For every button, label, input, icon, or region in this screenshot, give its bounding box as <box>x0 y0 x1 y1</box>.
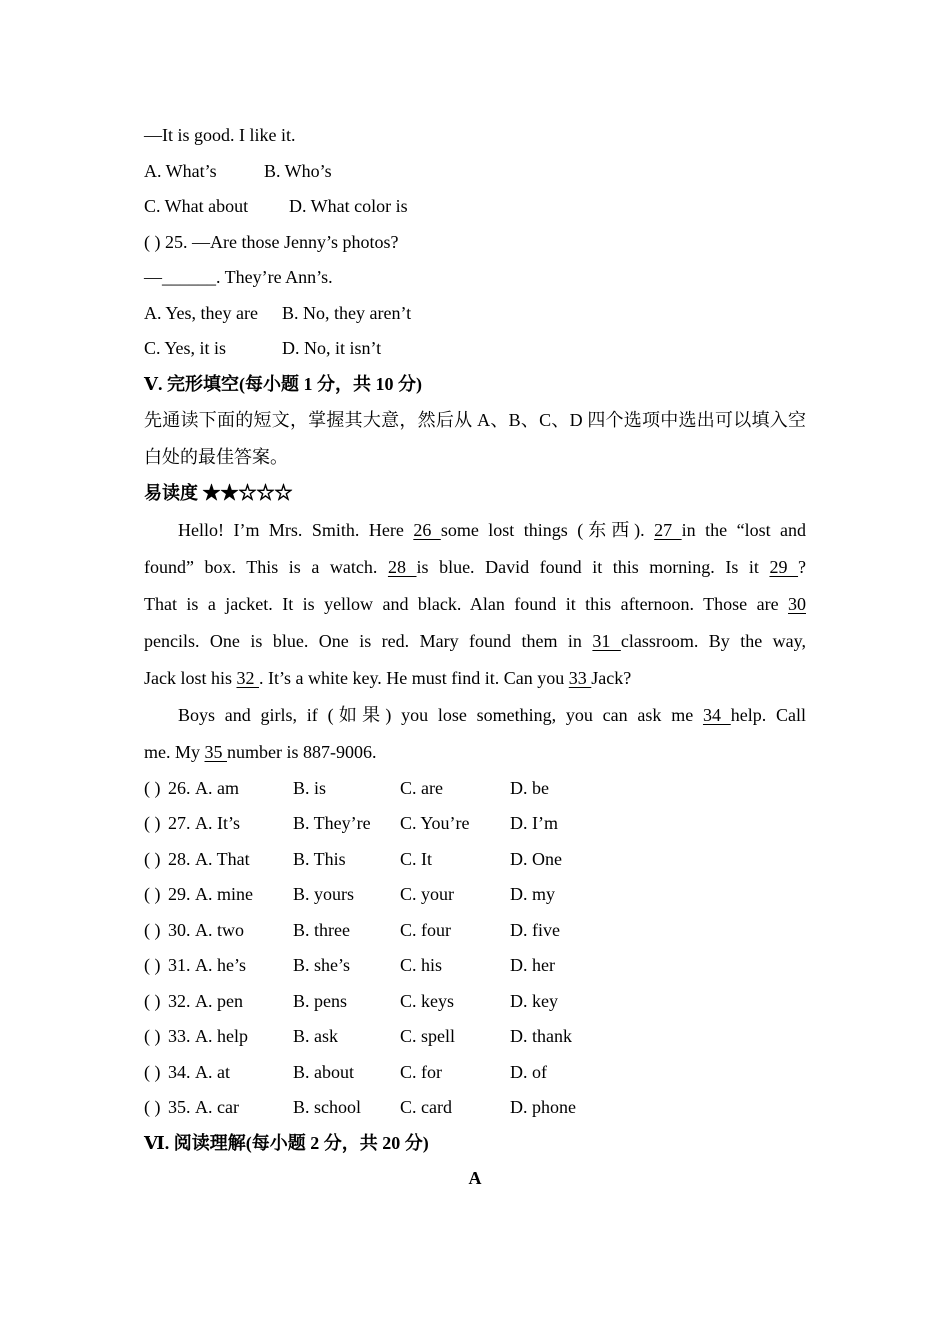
difficulty-rating: 易读度 ★★☆☆☆ <box>144 483 293 503</box>
option-a: A. two <box>195 919 244 940</box>
option-b: B. pens <box>293 990 347 1011</box>
option-c: C. your <box>400 884 454 904</box>
blank-31: 31 <box>592 630 621 651</box>
option-b: B. three <box>293 919 350 940</box>
answer-paren[interactable]: ( ) <box>144 777 161 798</box>
q24-option-c: C. What about <box>144 196 249 216</box>
q25-option-b: B. No, they aren’t <box>282 302 412 323</box>
passage-line-5 <box>144 660 806 697</box>
option-d: D. One <box>510 848 562 869</box>
passage-line-6 <box>144 697 806 734</box>
option-d: D. five <box>510 919 560 940</box>
option-c: C. You’re <box>400 813 470 833</box>
option-b: B. school <box>293 1097 362 1117</box>
option-b: B. This <box>293 848 346 869</box>
option-a: A. at <box>195 1061 230 1082</box>
passage-text: is blue. David found it this morning. Is it <box>416 556 759 577</box>
question-number: 33. <box>168 1026 191 1046</box>
option-a: A. mine <box>195 884 253 904</box>
question-row <box>144 948 806 984</box>
section-6-heading: Ⅵ. 阅读理解(每小题 2 分，共 20 分) <box>144 1132 429 1153</box>
passage-text: classroom. By the way, <box>620 630 806 651</box>
option-d: D. of <box>510 1061 547 1082</box>
section-5-instruction-line-2: 白处的最佳答案。 <box>144 447 288 467</box>
passage-line-4 <box>144 623 806 660</box>
section-5-heading: Ⅴ. 完形填空(每小题 1 分，共 10 分) <box>144 373 422 394</box>
option-d: D. her <box>510 955 555 975</box>
q24-option-a: A. What’s <box>144 160 217 181</box>
q25-option-d: D. No, it isn’t <box>282 338 382 358</box>
option-c: C. his <box>400 955 443 975</box>
question-row <box>144 1055 806 1091</box>
option-b: B. yours <box>293 884 355 904</box>
option-b: B. she’s <box>293 955 351 975</box>
q24-options-ab <box>144 154 806 190</box>
passage-text: me. My <box>144 741 200 762</box>
question-number: 28. <box>168 848 191 869</box>
question-row <box>144 877 806 913</box>
answer-paren[interactable]: ( ) <box>144 919 161 940</box>
passage-text: Jack lost his <box>144 667 232 688</box>
passage-text: some lost things (东西). <box>440 519 645 540</box>
reading-part-label: A <box>468 1168 482 1188</box>
blank-34: 34 <box>702 704 731 725</box>
blank-33: 33 <box>568 667 592 688</box>
cloze-options-list <box>144 771 806 1126</box>
answer-paren[interactable]: ( ) <box>144 955 161 975</box>
option-b: B. ask <box>293 1026 338 1046</box>
passage-text: found” box. This is a watch. <box>144 556 378 577</box>
question-number: 32. <box>168 990 191 1011</box>
q24-option-b: B. Who’s <box>264 160 332 181</box>
option-a: A. am <box>195 777 239 798</box>
q25-option-c: C. Yes, it is <box>144 338 227 358</box>
question-number: 35. <box>168 1097 191 1117</box>
blank-28: 28 <box>387 556 417 577</box>
passage-line-1 <box>144 512 806 549</box>
option-c: C. spell <box>400 1026 456 1046</box>
passage-text: Jack? <box>591 667 632 688</box>
passage-text: ? <box>798 556 807 577</box>
option-b: B. They’re <box>293 813 371 833</box>
option-c: C. for <box>400 1061 442 1082</box>
passage-text: Boys and girls, if (如果) you lose something, you can ask me <box>178 704 694 725</box>
answer-paren[interactable]: ( ) <box>144 848 161 869</box>
option-d: D. thank <box>510 1026 572 1046</box>
answer-paren[interactable]: ( ) <box>144 1026 161 1046</box>
option-d: D. my <box>510 884 555 904</box>
blank-35: 35 <box>204 741 227 762</box>
passage-line-2 <box>144 549 806 586</box>
question-row <box>144 1090 806 1126</box>
option-a: A. help <box>195 1026 248 1046</box>
question-row <box>144 842 806 878</box>
option-d: D. phone <box>510 1097 576 1117</box>
passage-text: in the “lost and <box>681 519 807 540</box>
answer-paren[interactable]: ( ) <box>144 1097 161 1117</box>
question-row <box>144 771 806 807</box>
option-a: A. pen <box>195 990 243 1011</box>
option-c: C. It <box>400 848 433 869</box>
worksheet-page <box>144 118 806 1197</box>
option-a: A. It’s <box>195 813 240 833</box>
question-number: 27. <box>168 813 191 833</box>
question-row <box>144 984 806 1020</box>
option-b: B. about <box>293 1061 354 1082</box>
option-d: D. I’m <box>510 813 558 833</box>
blank-26: 26 <box>413 519 441 540</box>
passage-line-7 <box>144 734 806 771</box>
section-5-instruction-line-1: 先通读下面的短文，掌握其大意，然后从 A、B、C、D 四个选项中选出可以填入空 <box>144 410 806 430</box>
q25-stem: ( ) 25. —Are those Jenny’s photos? <box>144 231 399 252</box>
question-number: 30. <box>168 919 191 940</box>
option-a: A. he’s <box>195 955 246 975</box>
passage-text: pencils. One is blue. One is red. Mary found them in <box>144 630 582 651</box>
option-d: D. key <box>510 990 558 1011</box>
blank-27: 27 <box>654 519 682 540</box>
q25-options-ab <box>144 296 806 332</box>
option-c: C. card <box>400 1097 452 1117</box>
blank-29: 29 <box>769 556 799 577</box>
question-row <box>144 806 806 842</box>
q24-answer-line: —It is good. I like it. <box>144 125 296 145</box>
option-b: B. is <box>293 777 327 798</box>
passage-line-3 <box>144 586 806 623</box>
q24-options-cd <box>144 189 806 225</box>
blank-30: 30 <box>788 593 806 614</box>
question-number: 29. <box>168 884 191 904</box>
passage-text: . It’s a white key. He must find it. Can you <box>259 667 565 688</box>
q25-answer-line: —______. They’re Ann’s. <box>144 267 333 287</box>
option-c: C. four <box>400 919 451 940</box>
option-a: A. car <box>195 1097 239 1117</box>
answer-paren[interactable]: ( ) <box>144 884 161 904</box>
option-c: C. are <box>400 777 443 798</box>
passage-text: That is a jacket. It is yellow and black. Alan found it this afternoon. Those are <box>144 593 779 614</box>
passage-text: Hello! I’m Mrs. Smith. Here <box>178 519 404 540</box>
answer-paren[interactable]: ( ) <box>144 1061 161 1082</box>
passage-text: number is 887-9006. <box>227 741 377 762</box>
option-a: A. That <box>195 848 250 869</box>
answer-paren[interactable]: ( ) <box>144 990 161 1011</box>
answer-paren[interactable]: ( ) <box>144 813 161 833</box>
question-row <box>144 1019 806 1055</box>
question-number: 26. <box>168 777 191 798</box>
q24-option-d: D. What color is <box>289 196 408 216</box>
question-number: 31. <box>168 955 191 975</box>
option-d: D. be <box>510 777 549 798</box>
passage-text: help. Call <box>730 704 807 725</box>
blank-32: 32 <box>236 667 259 688</box>
question-number: 34. <box>168 1061 191 1082</box>
q25-option-a: A. Yes, they are <box>144 302 258 323</box>
option-c: C. keys <box>400 990 454 1011</box>
q25-options-cd <box>144 331 806 367</box>
question-row <box>144 913 806 949</box>
